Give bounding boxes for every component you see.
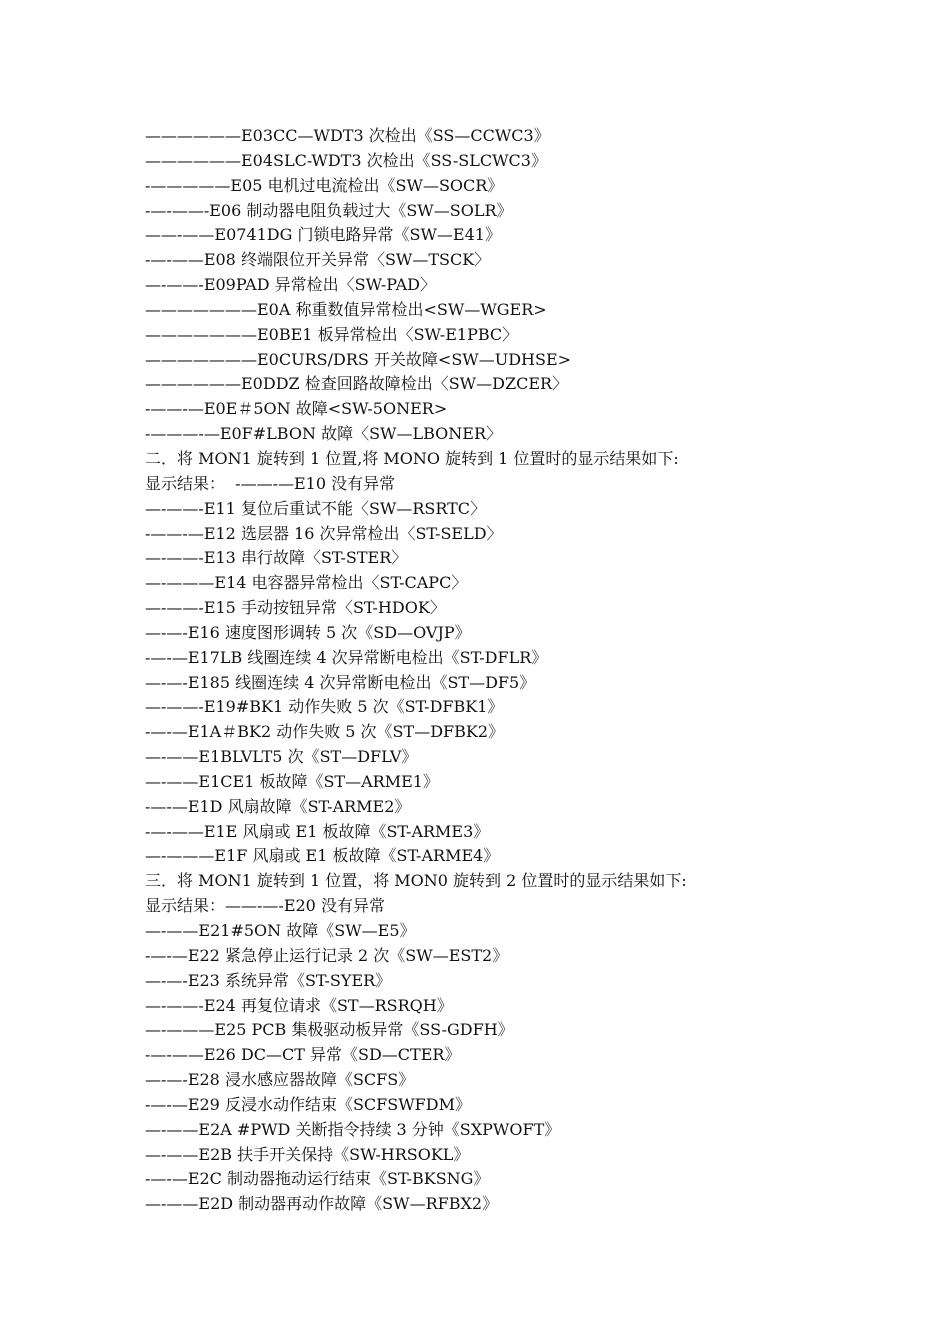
text-line: —-——E1CE1 板故障《ST—ARME1》 [145, 771, 439, 791]
text-line: 显示结果：——-—-E20 没有异常 [145, 896, 385, 916]
text-line: —-—-E16 速度图形调转 5 次《SD—OVJP》 [145, 622, 471, 642]
text-line: -—-—E29 反浸水动作结束《SCFSWFDM》 [145, 1094, 471, 1114]
document-body [145, 124, 905, 1217]
text-line: —-—-E28 浸水感应器故障《SCFS》 [145, 1070, 415, 1090]
text-line: -—-——E26 DC—CT 异常《SD—CTER》 [145, 1045, 461, 1065]
text-line: —-———E25 PCB 集极驱动板异常《SS-GDFH》 [145, 1020, 514, 1040]
text-line: —-———E14 电容器异常检出〈ST-CAPC〉 [145, 573, 468, 593]
section-heading: 三．将 MON1 旋转到 1 位置，将 MON0 旋转到 2 位置时的显示结果如下: [145, 871, 687, 891]
text-line: —-—-E23 系统异常《ST-SYER》 [145, 970, 392, 990]
text-line: —-—-E185 线圈连续 4 次异常断电检出《ST—DF5》 [145, 672, 536, 692]
text-line: -—-——-E06 制动器电阻负载过大《SW—SOLR》 [145, 200, 513, 220]
text-line: -——-—E0E＃5ON 故障<SW-5ONER> [145, 399, 448, 419]
text-line: -—-—E1D 风扇故障《ST-ARME2》 [145, 796, 411, 816]
text-line: -—-—E2C 制动器拖动运行结束《ST-BKSNG》 [145, 1169, 490, 1189]
text-line: —-——E21#5ON 故障《SW—E5》 [145, 921, 416, 940]
text-line: —-——-E15 手动按钮异常〈ST-HDOK〉 [145, 598, 446, 618]
text-line: —-——-E13 串行故障〈ST-STER〉 [145, 548, 408, 568]
text-line: ———————E0A 称重数值异常检出<SW—WGER> [145, 299, 547, 319]
text-line: 显示结果： -——-—E10 没有异常 [145, 473, 396, 493]
text-line: —-——E2B 扶手开关保持《SW-HRSOKL》 [145, 1144, 470, 1164]
text-line: -——-—E12 选层器 16 次异常检出〈ST-SELD〉 [145, 523, 503, 543]
text-line: -—-——E08 终端限位开关异常〈SW—TSCK〉 [145, 250, 491, 270]
text-line: ———————E0CURS/DRS 开关故障<SW—UDHSE> [145, 349, 572, 369]
text-line: ——————E04SLC-WDT3 次检出《SS-SLCWC3》 [145, 150, 547, 170]
text-line: —-——E2D 制动器再动作故障《SW—RFBX2》 [145, 1194, 499, 1214]
text-line: —-——-E09PAD 异常检出〈SW-PAD〉 [145, 275, 436, 295]
text-line: -—-—E22 紧急停止运行记录 2 次《SW—EST2》 [145, 945, 509, 965]
text-line: -—-——E1E 风扇或 E1 板故障《ST-ARME3》 [145, 821, 490, 841]
text-line: —-——-E24 再复位请求《ST—RSRQH》 [145, 995, 453, 1015]
text-line: —-——E2A #PWD 关断指令持续 3 分钟《SXPWOFT》 [145, 1119, 561, 1139]
text-line: ——————E0DDZ 检查回路故障检出〈SW—DZCER〉 [145, 374, 569, 394]
text-line: -—————E05 电机过电流检出《SW—SOCR》 [145, 175, 504, 195]
text-line: ——-——E0741DG 门锁电路异常《SW—E41》 [145, 225, 501, 245]
text-line: -—-—E1A＃BK2 动作失败 5 次《ST—DFBK2》 [145, 722, 505, 742]
text-line: ——————E03CC—WDT3 次检出《SS—CCWC3》 [145, 126, 550, 145]
text-line: —-——-E19#BK1 动作失败 5 次《ST-DFBK1》 [145, 697, 504, 717]
text-line: —-———E1F 风扇或 E1 板故障《ST-ARME4》 [145, 846, 500, 866]
section-heading: 二．将 MON1 旋转到 1 位置,将 MONO 旋转到 1 位置时的显示结果如下: [145, 448, 679, 468]
text-line: ———————E0BE1 板异常检出〈SW-E1PBC〉 [145, 324, 519, 344]
text-line: -—-—E17LB 线圈连续 4 次异常断电检出《ST-DFLR》 [145, 647, 548, 667]
text-line: -———-—E0F#LBON 故障〈SW—LBONER〉 [145, 424, 502, 444]
text-line: —-——E1BLVLT5 次《ST—DFLV》 [145, 747, 418, 767]
text-line: —-——-E11 复位后重试不能〈SW—RSRTC〉 [145, 498, 487, 518]
